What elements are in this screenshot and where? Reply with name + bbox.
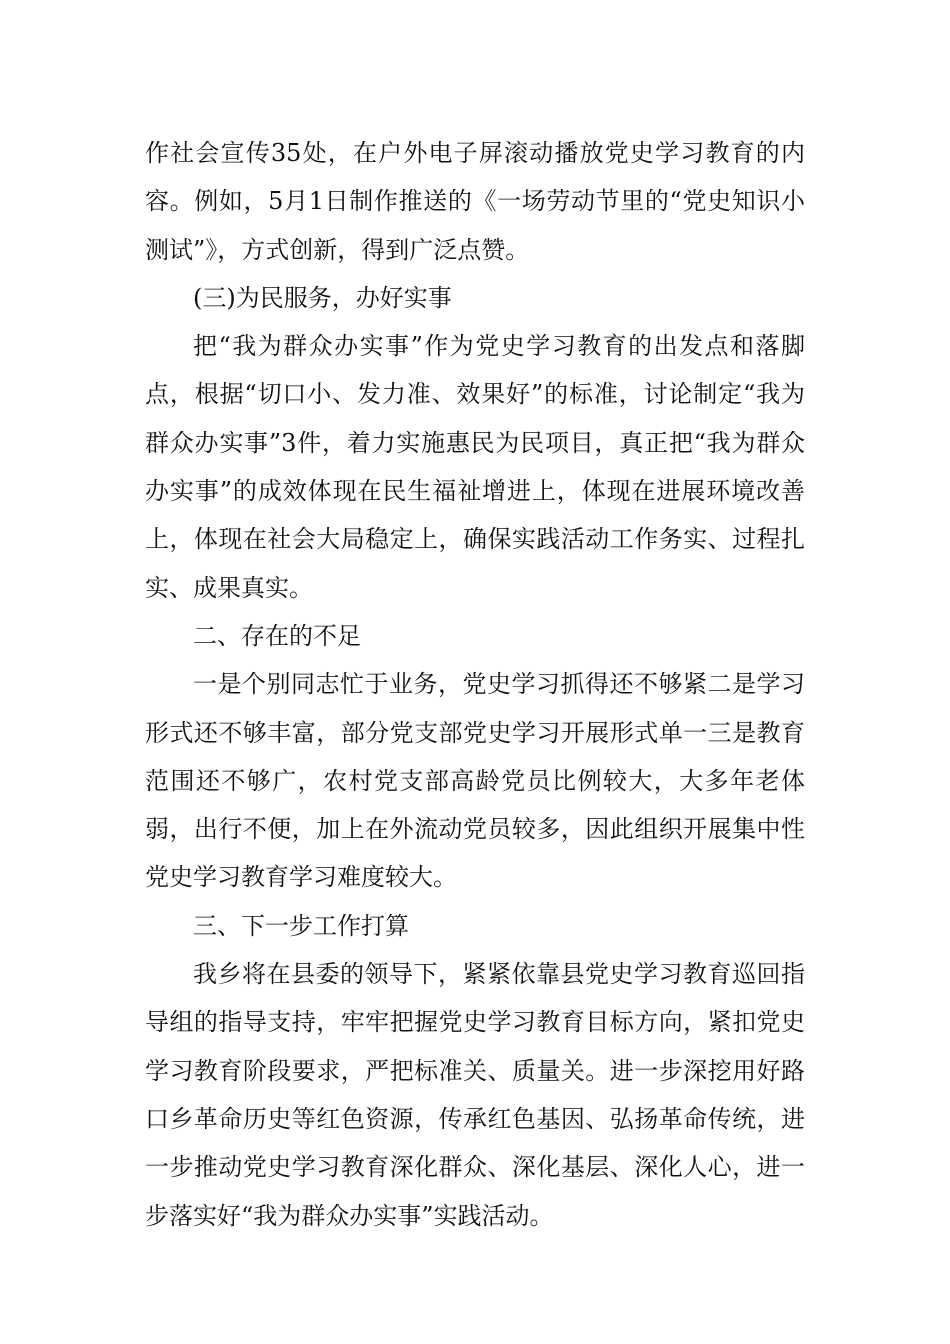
section-heading-shortcomings: 二、存在的不足 bbox=[193, 621, 361, 650]
paragraph-2: 把“我为群众办实事”作为党史学习教育的出发点和落脚点，根据“切口小、发力准、效果好”的标准，讨论制定“我为群众办实事”3件，着力实施惠民为民项目，真正把“我为群众办实事”的成效体现在民生福祉增进上，体现在进展环境改善上，体现在社会大局稳定上，确保实践活动工作务实、过程扎实、成果真实。 bbox=[145, 332, 805, 602]
paragraph-3: 一是个别同志忙于业务，党史学习抓得还不够紧二是学习形式还不够丰富，部分党支部党史学习开展形式单一三是教育范围还不够广，农村党支部高龄党员比例较大，大多年老体弱，出行不便，加上在外流动党员较多，因此组织开展集中性党史学习教育学习难度较大。 bbox=[145, 670, 805, 892]
paragraph-1: 作社会宣传35处，在户外电子屏滚动播放党史学习教育的内容。例如，5月1日制作推送的《一场劳动节里的“党史知识小测试”》，方式创新，得到广泛点赞。 bbox=[145, 139, 805, 264]
paragraph-4: 我乡将在县委的领导下，紧紧依靠县党史学习教育巡回指导组的指导支持，牢牢把握党史学习教育目标方向，紧扣党史学习教育阶段要求，严把标准关、质量关。进一步深挖用好路口乡革命历史等红色资源，传承红色基因、弘扬革命传统，进一步推动党史学习教育深化群众、深化基层、深化人心，进一步落实好“我为群众办实事”实践活动。 bbox=[145, 960, 805, 1230]
section-heading-3: (三)为民服务，办好实事 bbox=[193, 283, 452, 312]
document-body bbox=[145, 129, 805, 1240]
section-heading-next-steps: 三、下一步工作打算 bbox=[193, 911, 409, 940]
